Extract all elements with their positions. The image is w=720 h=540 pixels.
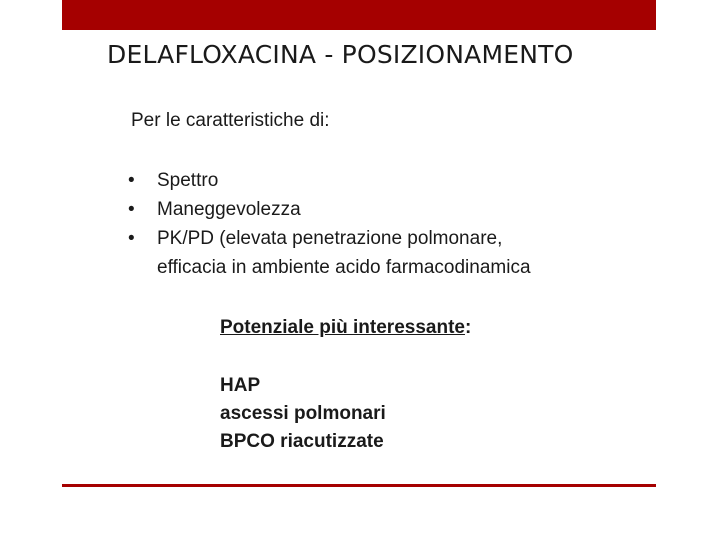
bullet-marker: •: [128, 199, 135, 220]
bullet-item: [128, 224, 531, 282]
target-item: BPCO riacutizzate: [220, 431, 384, 452]
potential-label: Potenziale più interessante: [220, 317, 465, 338]
target-list: [220, 372, 386, 456]
intro-text: Per le caratteristiche di:: [131, 110, 330, 131]
target-item: HAP: [220, 375, 261, 396]
top-accent-bar: [62, 0, 656, 30]
bottom-divider: [62, 484, 656, 487]
bullet-text: Maneggevolezza: [157, 199, 301, 220]
bullet-marker: •: [128, 170, 135, 191]
bullet-continuation-text: efficacia in ambiente acido farmacodinamica: [157, 257, 531, 278]
bullet-item: [128, 166, 531, 195]
bullet-marker: •: [128, 228, 135, 249]
bullet-list: [128, 166, 531, 282]
target-item: ascessi polmonari: [220, 403, 386, 424]
potential-colon: :: [464, 317, 472, 338]
potential-heading: [220, 317, 471, 339]
slide-title: DELAFLOXACINA - POSIZIONAMENTO: [107, 40, 574, 69]
bullet-item: [128, 195, 531, 224]
bullet-text: PK/PD (elevata penetrazione polmonare,: [157, 228, 503, 249]
bullet-text: Spettro: [157, 170, 219, 191]
